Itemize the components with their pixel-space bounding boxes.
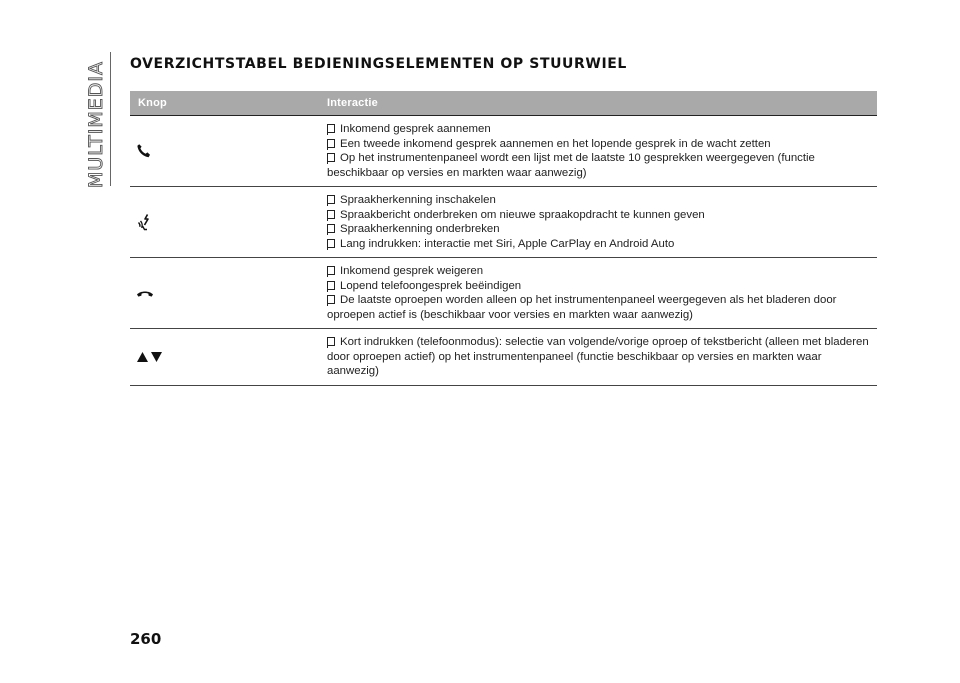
bullet-box-icon [327,266,335,275]
bullet-box-icon [327,337,335,346]
bullet-box-icon [327,210,335,219]
controls-table [130,91,877,386]
list-item: De laatste oproepen worden alleen op het instrumentenpaneel weergegeven als het bladeren door oproepen actief is (beschikbaar voor versies en markten waar aanwezig) [327,294,837,321]
table-row [130,116,877,187]
phone-hangup-icon [136,287,154,299]
voice-recognition-icon [136,213,152,231]
bullet-box-icon [327,195,335,204]
list-item: Lopend telefoongesprek beëindigen [327,279,869,294]
section-side-label: MULTIMEDIA [85,60,107,188]
page-number: 260 [130,630,162,648]
phone-answer-icon [136,143,152,159]
bullet-box-icon [327,124,335,133]
list-item: Een tweede inkomend gesprek aannemen en het lopende gesprek in de wacht zetten [327,137,869,152]
header-knop: Knop [138,97,167,109]
bullet-box-icon [327,295,335,304]
list-item: Op het instrumentenpaneel wordt een lijst met de laatste 10 gesprekken weergegeven (functie beschikbaar op versies en markten waar aanwezig) [327,152,815,179]
page-title: OVERZICHTSTABEL BEDIENINGSELEMENTEN OP STUURWIEL [130,56,627,72]
list-item: Inkomend gesprek aannemen [327,122,869,137]
side-divider [110,52,111,186]
bullet-box-icon [327,153,335,162]
list-item: Spraakbericht onderbreken om nieuwe spraakopdracht te kunnen geven [327,208,869,223]
table-row [130,258,877,329]
list-item: Kort indrukken (telefoonmodus): selectie van volgende/vorige oproep of tekstbericht (alleen met bladeren door oproepen actief) op het instrumentenpaneel (functie beschikbaar op versies en markten waar aanwezig) [327,336,869,377]
up-down-arrows-icon [136,350,164,364]
list-item: Lang indrukken: interactie met Siri, Apple CarPlay en Android Auto [327,237,869,252]
bullet-box-icon [327,239,335,248]
header-interactie: Interactie [327,97,378,109]
table-header [130,91,877,115]
list-item: Spraakherkenning inschakelen [327,193,869,208]
table-row [130,329,877,386]
table-row [130,187,877,258]
bullet-box-icon [327,281,335,290]
list-item: Spraakherkenning onderbreken [327,222,869,237]
bullet-box-icon [327,224,335,233]
bullet-box-icon [327,139,335,148]
list-item: Inkomend gesprek weigeren [327,264,869,279]
